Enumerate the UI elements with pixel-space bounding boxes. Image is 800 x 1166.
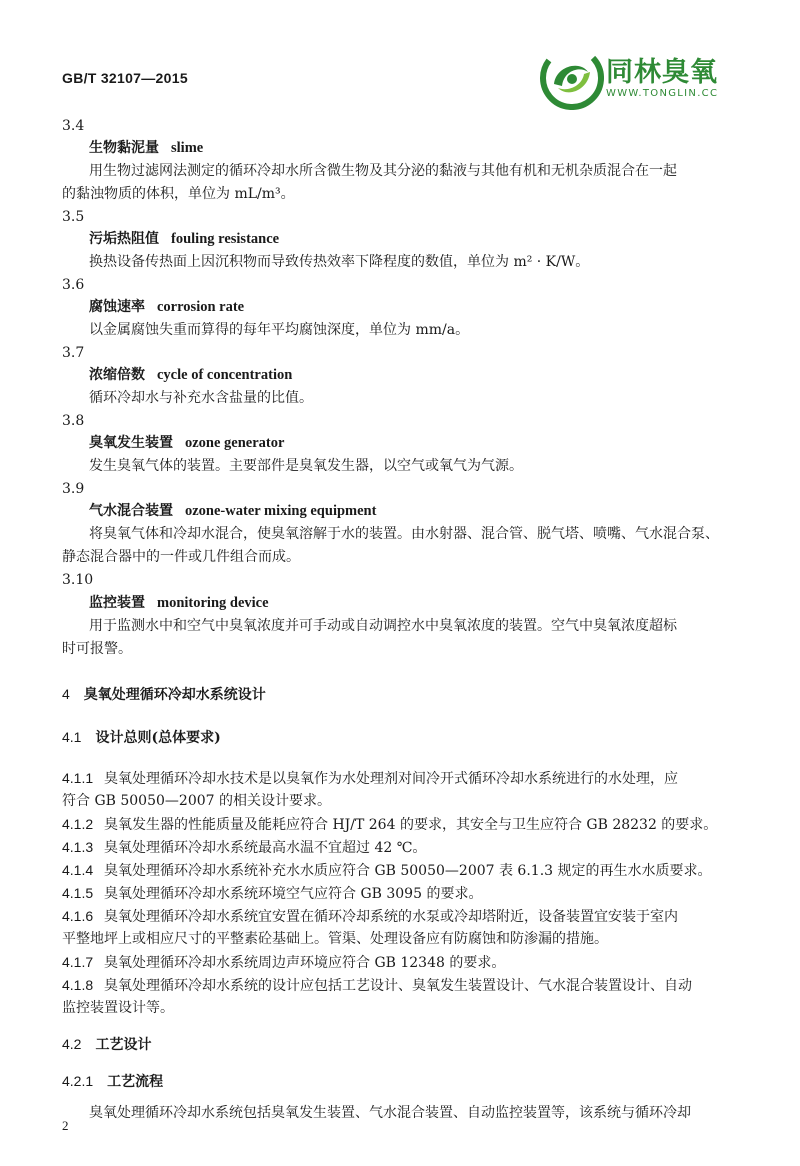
section-title: 设计总则(总体要求) bbox=[95, 730, 221, 746]
term-definition: 的黏浊物质的体积，单位为 mL/m³。 bbox=[62, 186, 295, 202]
term-number: 3.4 bbox=[62, 118, 85, 134]
clause bbox=[62, 883, 482, 904]
term-number: 3.9 bbox=[62, 481, 85, 497]
clause-number: 4.1.3 bbox=[62, 839, 94, 855]
term-zh: 臭氧发生装置 bbox=[89, 435, 173, 451]
term-title bbox=[89, 138, 203, 158]
clause-text: 平整地坪上或相应尺寸的平整素砼基础上。管渠、处理设备应有防腐蚀和防渗漏的措施。 bbox=[62, 931, 608, 947]
term-en: cycle of concentration bbox=[157, 367, 293, 383]
term-definition: 循环冷却水与补充水含盐量的比值。 bbox=[89, 390, 313, 406]
clause-text: 符合 GB 50050—2007 的相关设计要求。 bbox=[62, 793, 331, 809]
clause-number: 4.1.8 bbox=[62, 977, 94, 993]
clause-number: 4.1.1 bbox=[62, 770, 94, 786]
clause-text: 臭氧发生器的性能质量及能耗应符合 HJ/T 264 的要求，其安全与卫生应符合 GB 28232 的要求。 bbox=[104, 817, 718, 833]
section-number: 4.1 bbox=[62, 729, 82, 745]
section-heading bbox=[62, 1071, 163, 1092]
section-heading bbox=[62, 727, 221, 748]
term-en: monitoring device bbox=[157, 595, 269, 611]
clause-text: 臭氧处理循环冷却水系统最高水温不宜超过 42 ℃。 bbox=[104, 840, 427, 856]
term-en: corrosion rate bbox=[157, 299, 245, 315]
clause-number: 4.1.4 bbox=[62, 862, 94, 878]
page-number: 2 bbox=[62, 1118, 69, 1133]
company-logo bbox=[540, 46, 740, 110]
term-definition: 以金属腐蚀失重而算得的每年平均腐蚀深度，单位为 mm/a。 bbox=[89, 322, 470, 338]
term-zh: 监控装置 bbox=[89, 595, 145, 611]
clause-text: 臭氧处理循环冷却水系统补充水水质应符合 GB 50050—2007 表 6.1.3 规定的再生水水质要求。 bbox=[104, 863, 712, 879]
term-definition: 发生臭氧气体的装置。主要部件是臭氧发生器，以空气或氧气为气源。 bbox=[89, 458, 523, 474]
clause bbox=[62, 860, 712, 881]
section-heading bbox=[62, 1034, 151, 1055]
clause-text: 臭氧处理循环冷却水系统周边声环境应符合 GB 12348 的要求。 bbox=[104, 955, 506, 971]
clause bbox=[62, 975, 692, 996]
logo-name: 同林臭氧 bbox=[606, 57, 718, 88]
section-title: 臭氧处理循环冷却水系统设计 bbox=[83, 687, 266, 703]
section-title: 工艺流程 bbox=[107, 1074, 164, 1090]
term-zh: 腐蚀速率 bbox=[89, 299, 145, 315]
clause-text: 监控装置设计等。 bbox=[62, 1000, 174, 1016]
section-number: 4 bbox=[62, 686, 70, 702]
term-zh: 浓缩倍数 bbox=[89, 367, 145, 383]
term-en: ozone-water mixing equipment bbox=[185, 503, 377, 519]
term-number: 3.7 bbox=[62, 345, 85, 361]
clause bbox=[62, 768, 678, 789]
section-number: 4.2 bbox=[62, 1036, 82, 1052]
clause bbox=[62, 906, 678, 927]
clause-text: 臭氧处理循环冷却水系统的设计应包括工艺设计、臭氧发生装置设计、气水混合装置设计、自动 bbox=[104, 978, 692, 994]
clause bbox=[62, 814, 717, 835]
clause bbox=[62, 837, 426, 858]
term-zh: 污垢热阻值 bbox=[89, 231, 159, 247]
term-definition: 将臭氧气体和冷却水混合，使臭氧溶解于水的装置。由水射器、混合管、脱气塔、喷嘴、气水混合泵、 bbox=[89, 526, 719, 542]
term-title bbox=[89, 365, 292, 385]
term-title bbox=[89, 229, 279, 249]
clause-text: 臭氧处理循环冷却水技术是以臭氧作为水处理剂对间冷开式循环冷却水系统进行的水处理，应 bbox=[104, 771, 678, 787]
term-definition: 用于监测水中和空气中臭氧浓度并可手动或自动调控水中臭氧浓度的装置。空气中臭氧浓度超标 bbox=[89, 618, 677, 634]
clause bbox=[62, 952, 505, 973]
term-title bbox=[89, 297, 244, 317]
term-zh: 气水混合装置 bbox=[89, 503, 173, 519]
section-number: 4.2.1 bbox=[62, 1073, 94, 1089]
term-en: slime bbox=[171, 140, 204, 156]
body-paragraph: 臭氧处理循环冷却水系统包括臭氧发生装置、气水混合装置、自动监控装置等，该系统与循环冷却 bbox=[89, 1105, 691, 1121]
term-definition: 时可报警。 bbox=[62, 641, 132, 657]
term-number: 3.6 bbox=[62, 277, 85, 293]
clause-number: 4.1.7 bbox=[62, 954, 94, 970]
term-number: 3.5 bbox=[62, 209, 85, 225]
clause-text: 臭氧处理循环冷却水系统宜安置在循环冷却系统的水泵或冷却塔附近，设备装置宜安装于室内 bbox=[104, 909, 678, 925]
term-definition: 用生物过滤网法测定的循环冷却水所含微生物及其分泌的黏液与其他有机和无机杂质混合在一起 bbox=[89, 163, 677, 179]
term-en: fouling resistance bbox=[171, 231, 280, 247]
term-en: ozone generator bbox=[185, 435, 285, 451]
clause-number: 4.1.2 bbox=[62, 816, 94, 832]
term-definition: 静态混合器中的一件或几件组合而成。 bbox=[62, 549, 300, 565]
standard-code: GB/T 32107—2015 bbox=[62, 70, 188, 86]
section-title: 工艺设计 bbox=[95, 1037, 152, 1053]
term-number: 3.10 bbox=[62, 572, 94, 588]
term-title bbox=[89, 433, 284, 453]
clause-number: 4.1.6 bbox=[62, 908, 94, 924]
term-number: 3.8 bbox=[62, 413, 85, 429]
term-title bbox=[89, 501, 376, 521]
swirl-logo-icon bbox=[540, 46, 604, 110]
term-title bbox=[89, 593, 269, 613]
clause-number: 4.1.5 bbox=[62, 885, 94, 901]
term-zh: 生物黏泥量 bbox=[89, 140, 159, 156]
logo-url: WWW.TONGLIN.CC bbox=[606, 88, 719, 99]
term-definition: 换热设备传热面上因沉积物而导致传热效率下降程度的数值，单位为 m² · K/W。 bbox=[89, 254, 590, 270]
section-heading bbox=[62, 684, 266, 705]
clause-text: 臭氧处理循环冷却水系统环境空气应符合 GB 3095 的要求。 bbox=[104, 886, 483, 902]
